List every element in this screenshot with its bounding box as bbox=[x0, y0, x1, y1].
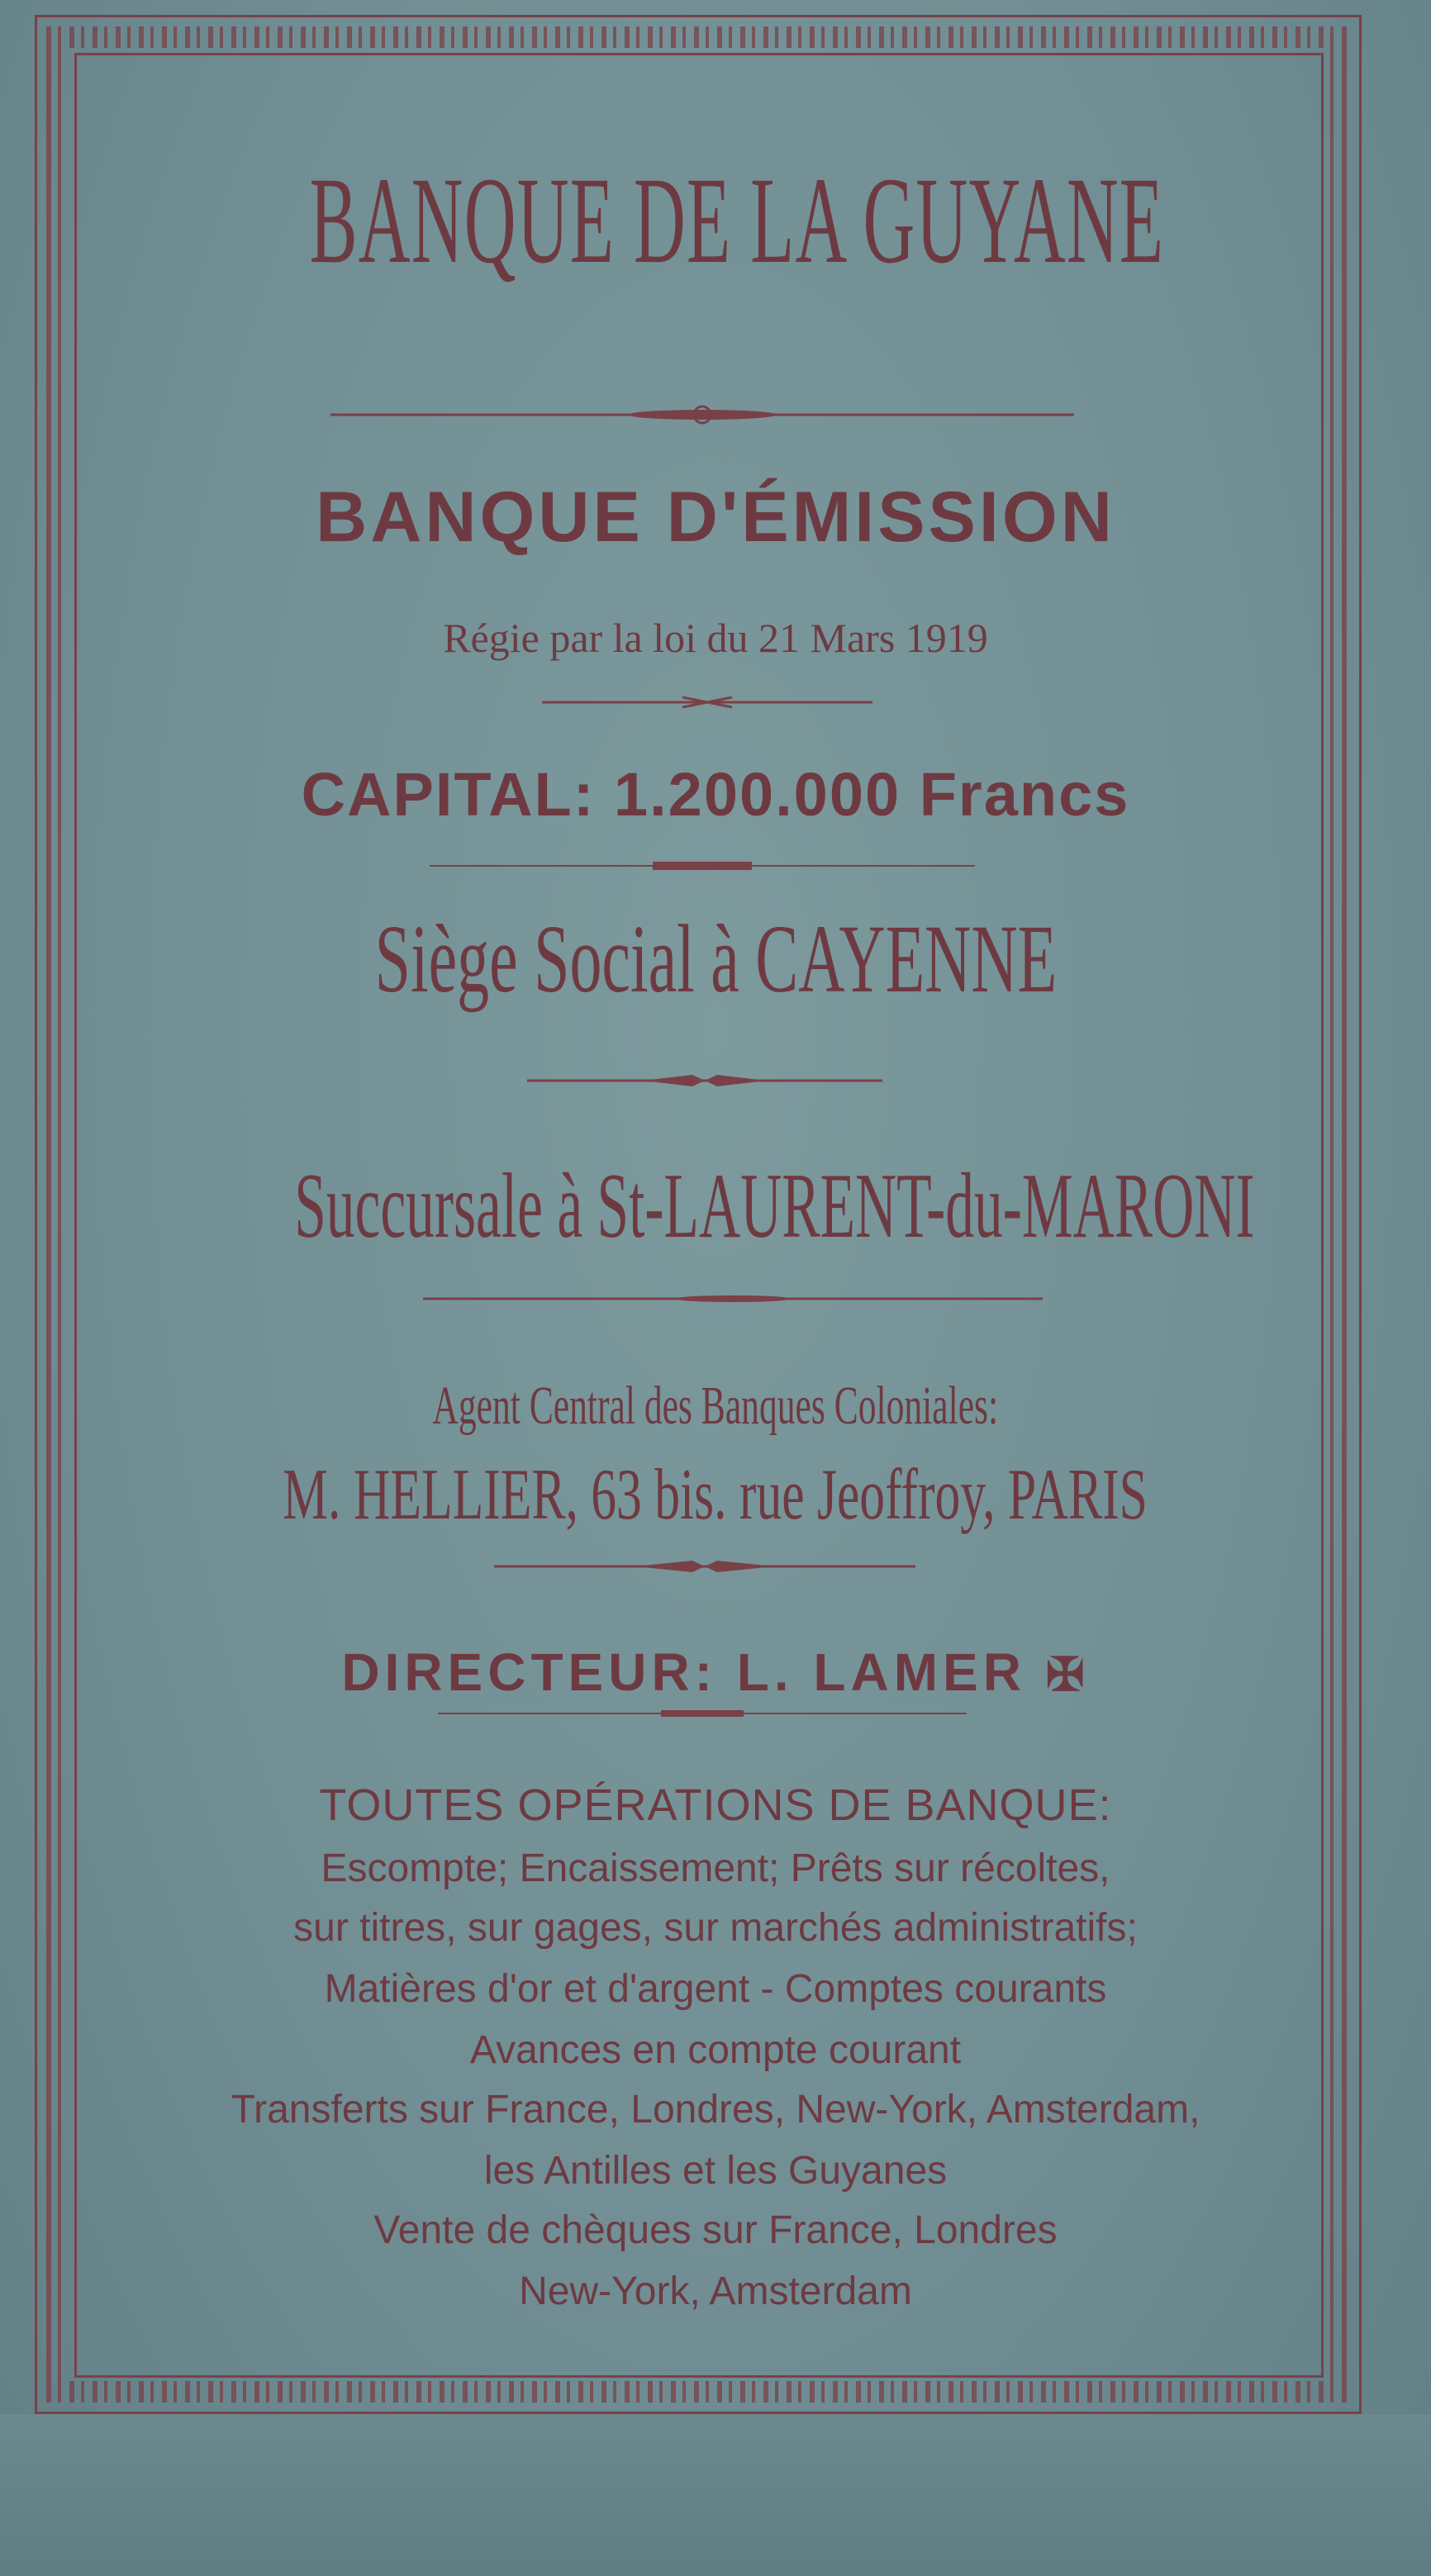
operations-heading: TOUTES OPÉRATIONS DE BANQUE: bbox=[319, 1780, 1112, 1830]
ornament-rule-3 bbox=[430, 856, 975, 872]
capital-heading: CAPITAL: 1.200.000 Francs bbox=[301, 760, 1130, 829]
operations-text: sur titres, sur gages, sur marchés administratifs; bbox=[293, 1906, 1138, 1950]
operations-line-3 bbox=[0, 1965, 1431, 2014]
ornament-rule-4 bbox=[527, 1071, 882, 1087]
agent-label: Agent Central des Banques Coloniales: bbox=[432, 1376, 999, 1436]
operations-line-6 bbox=[0, 2146, 1431, 2196]
operations-line-2 bbox=[0, 1903, 1431, 1953]
maltese-cross-icon: ✠ bbox=[1045, 1648, 1090, 1700]
succursale-line bbox=[0, 1155, 1431, 1257]
bank-name: BANQUE DE LA GUYANE bbox=[309, 152, 1165, 289]
operations-text: Escompte; Encaissement; Prêts sur récoltes, bbox=[321, 1846, 1110, 1890]
bank-name-line bbox=[0, 150, 1431, 291]
succursale-heading: Succursale à St-LAURENT-du-MARONI bbox=[294, 1155, 1255, 1257]
agent-address-line bbox=[0, 1456, 1431, 1535]
directeur-line bbox=[0, 1641, 1431, 1706]
siege-line bbox=[0, 905, 1431, 1013]
operations-text: Matières d'or et d'argent - Comptes courants bbox=[324, 1967, 1107, 2011]
operations-text: Vente de chèques sur France, Londres bbox=[373, 2208, 1058, 2252]
operations-line-4 bbox=[0, 2026, 1431, 2075]
agent-label-line bbox=[0, 1376, 1431, 1436]
siege-heading: Siège Social à CAYENNE bbox=[374, 905, 1057, 1013]
emission-heading: BANQUE D'ÉMISSION bbox=[316, 478, 1115, 557]
operations-text: Transferts sur France, Londres, New-York, Amsterdam, bbox=[231, 2088, 1200, 2132]
operations-text: Avances en compte courant bbox=[469, 2028, 962, 2072]
operations-line-7 bbox=[0, 2206, 1431, 2255]
operations-line-5 bbox=[0, 2085, 1431, 2135]
regie-text: Régie par la loi du 21 Mars 1919 bbox=[443, 615, 988, 661]
agent-address: M. HELLIER, 63 bis. rue Jeoffroy, PARIS bbox=[283, 1455, 1148, 1535]
ornament-rule-1 bbox=[330, 405, 1074, 421]
ornament-rule-6 bbox=[494, 1557, 915, 1573]
operations-line-8 bbox=[0, 2267, 1431, 2317]
operations-line-1 bbox=[0, 1844, 1431, 1894]
ornament-rule-7 bbox=[438, 1705, 967, 1722]
paper-lower-band bbox=[0, 2414, 1431, 2576]
ornament-rule-5 bbox=[423, 1290, 1043, 1307]
ornament-rule-2 bbox=[542, 692, 872, 709]
operations-text: New-York, Amsterdam bbox=[519, 2269, 912, 2313]
operations-text: les Antilles et les Guyanes bbox=[483, 2149, 948, 2193]
directeur-heading: DIRECTEUR: L. LAMER bbox=[341, 1642, 1026, 1702]
